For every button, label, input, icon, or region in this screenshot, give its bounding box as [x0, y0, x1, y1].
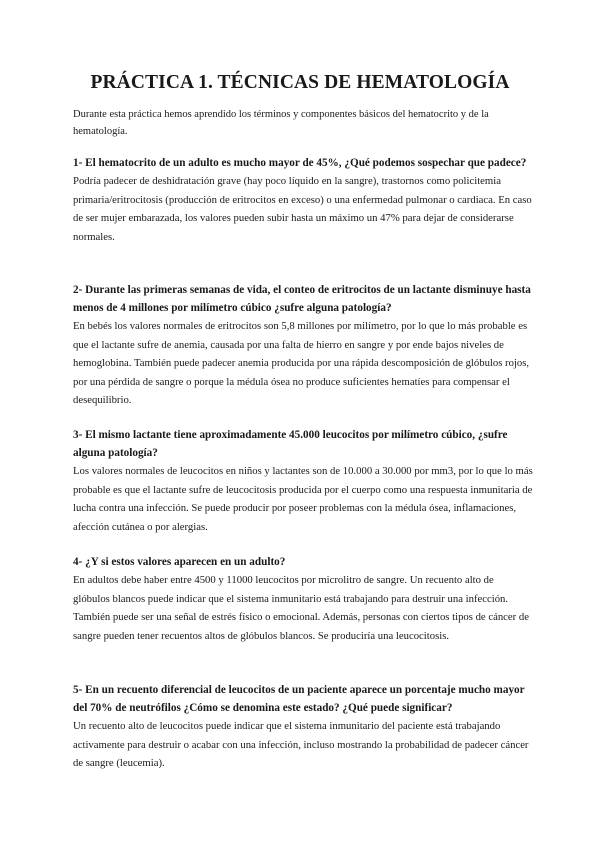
question-2: 2- Durante las primeras semanas de vida, el conteo de eritrocitos de un lactante disminuye hasta menos de 4 millones por milímetro cúbico ¿sufre alguna patología?: [73, 284, 531, 314]
answer-4: En adultos debe haber entre 4500 y 11000 leucocitos por microlitro de sangre. Un recuento alto de glóbulos blancos puede indicar que el sistema inmunitario está trabajando para destruir una infección. También puede ser una señal de estrés físico o emocional. Además, personas con ciertos tipos de cáncer de sangre pueden tener recuentos altos de glóbulos blancos. Se produciría una leucocitosis.: [73, 574, 529, 642]
section-5: [73, 681, 533, 773]
question-5: 5- En un recuento diferencial de leucocitos de un paciente aparece un porcentaje mucho mayor del 70% de neutrófilos ¿Cómo se denomina este estado? ¿Qué puede significar?: [73, 684, 525, 714]
section-4: [73, 553, 533, 645]
question-4: 4- ¿Y si estos valores aparecen en un adulto?: [73, 556, 286, 568]
question-3: 3- El mismo lactante tiene aproximadamente 45.000 leucocitos por milímetro cúbico, ¿sufre alguna patología?: [73, 429, 508, 459]
question-1: 1- El hematocrito de un adulto es mucho mayor de 45%, ¿Qué podemos sospechar que padece?: [73, 157, 527, 169]
answer-1: Podría padecer de deshidratación grave (hay poco líquido en la sangre), trastornos como policitemia primaria/eritrocitosis (producción de eritrocitos en exceso) o una enfermedad pulmonar o cardiaca. En caso de ser mujer embarazada, los valores pueden subir hasta un máximo un 47% para dejar de considerarse normales.: [73, 175, 532, 243]
intro-paragraph: Durante esta práctica hemos aprendido los términos y componentes básicos del hematocrito y de la hematología.: [73, 109, 489, 137]
section-3: [73, 426, 533, 536]
section-1: [73, 154, 533, 246]
answer-3: Los valores normales de leucocitos en niños y lactantes son de 10.000 a 30.000 por mm3, por lo que lo más probable es que el lactante sufre de leucocitosis producida por el cuerpo como una respuesta inmunitaria de lucha contra una infección. Se puede producir por poseer problemas con la médula ósea, inflamaciones, afección cutánea o por alergias.: [73, 465, 533, 533]
section-2: [73, 281, 533, 410]
answer-5: Un recuento alto de leucocitos puede indicar que el sistema inmunitario del paciente está trabajando activamente para destruir o acabar con una infección, incluso mostrando la probabilidad de padecer cáncer de sangre (leucemia).: [73, 720, 529, 769]
answer-2: En bebés los valores normales de eritrocitos son 5,8 millones por milímetro, por lo que lo más probable es que el lactante sufre de anemia, causada por una falta de hierro en sangre y por ende bajos niveles de hemoglobina. También puede padecer anemia producida por una rápida descomposición de glóbulos rojos, por una pérdida de sangre o porque la médula ósea no produce suficientes hematíes para compensar el desequilibrio.: [73, 320, 530, 406]
page-title: PRÁCTICA 1. TÉCNICAS DE HEMATOLOGÍA: [90, 72, 510, 93]
